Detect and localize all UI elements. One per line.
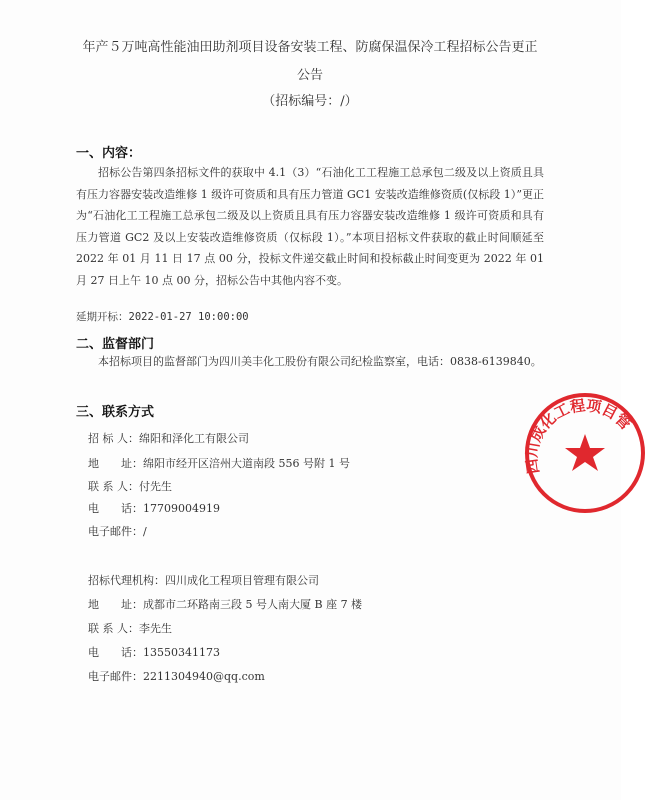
- section-content-body: 招标公告第四条招标文件的获取中 4.1（3）“石油化工工程施工总承包二级及以上资质且具有压力容器安装改造维修 1 级许可资质和具有压力管道 GC1 安装改造维修资质(仅标段 1）”更正为“石油化工工程施工总承包二级及以上资质且具有压力容器安装改造维修 1 级许可资质和具有压力管道 GC2 及以上安装改造维修资质（仅标段 1）。”本项目招标文件获取的截止时间顺延至 2022 年 01 月 11 日 17 点 00 分，投标文件递交截止时间和投标截止时间变更为 2022 年 01 月 27 日上午 10 点 00 分，招标公告中其他内容不变。: [76, 166, 544, 287]
- section-supervision-heading: 二、监督部门: [76, 337, 155, 352]
- section-supervision-body: 本招标项目的监督部门为四川美丰化工股份有限公司纪检监察室，电话：0838-6139840。: [98, 355, 542, 368]
- agency-address-row: [88, 596, 362, 612]
- agency-contact: 李先生: [139, 622, 172, 635]
- tenderer-name-label: 招 标 人：: [88, 432, 139, 445]
- agency-name-row: [88, 572, 319, 588]
- tenderer-phone-row: [88, 500, 220, 516]
- company-seal-stamp: [520, 388, 650, 518]
- tenderer-contact-label: 联 系 人：: [88, 480, 139, 493]
- delayed-opening-text: 延期开标：2022-01-27 10:00:00: [76, 311, 249, 323]
- agency-email-label: 电子邮件：: [88, 670, 143, 683]
- agency-email-row: [88, 668, 265, 684]
- seal-text: 四川成化工程项目管: [522, 396, 635, 475]
- page-title-line1: 年产５万吨高性能油田助剂项目设备安装工程、防腐保温保冷工程招标公告更正: [82, 40, 538, 55]
- tender-number: （招标编号：/）: [262, 94, 358, 109]
- section-contact-heading: 三、联系方式: [76, 405, 155, 420]
- page-title-line2: 公告: [296, 68, 323, 83]
- agency-address-label: 地 址：: [88, 598, 143, 611]
- tenderer-phone-label: 电 话：: [88, 502, 143, 515]
- tenderer-contact-row: [88, 478, 172, 494]
- agency-phone: 13550341173: [143, 646, 220, 659]
- agency-address: 成都市二环路南三段 5 号人南大厦 B 座 7 楼: [143, 598, 363, 611]
- tenderer-address-row: [88, 455, 350, 471]
- agency-email: 2211304940@qq.com: [143, 670, 265, 683]
- tenderer-email-label: 电子邮件：: [88, 525, 143, 538]
- seal-star-icon: [565, 434, 605, 471]
- tenderer-name-row: [88, 430, 249, 446]
- tenderer-address-label: 地 址：: [88, 457, 143, 470]
- tenderer-email-row: [88, 523, 147, 539]
- tenderer-name: 绵阳和泽化工有限公司: [139, 432, 249, 445]
- section-content-heading: 一、内容：: [76, 146, 142, 161]
- agency-phone-label: 电 话：: [88, 646, 143, 659]
- agency-contact-label: 联 系 人：: [88, 622, 139, 635]
- agency-name-label: 招标代理机构：: [88, 574, 165, 587]
- tenderer-phone: 17709004919: [143, 502, 220, 515]
- tenderer-address: 绵阳市经开区涪州大道南段 556 号附 1 号: [143, 457, 350, 470]
- agency-contact-row: [88, 620, 172, 636]
- agency-phone-row: [88, 644, 220, 660]
- tenderer-contact: 付先生: [139, 480, 172, 493]
- tenderer-email: /: [143, 525, 147, 538]
- agency-name: 四川成化工程项目管理有限公司: [165, 574, 319, 587]
